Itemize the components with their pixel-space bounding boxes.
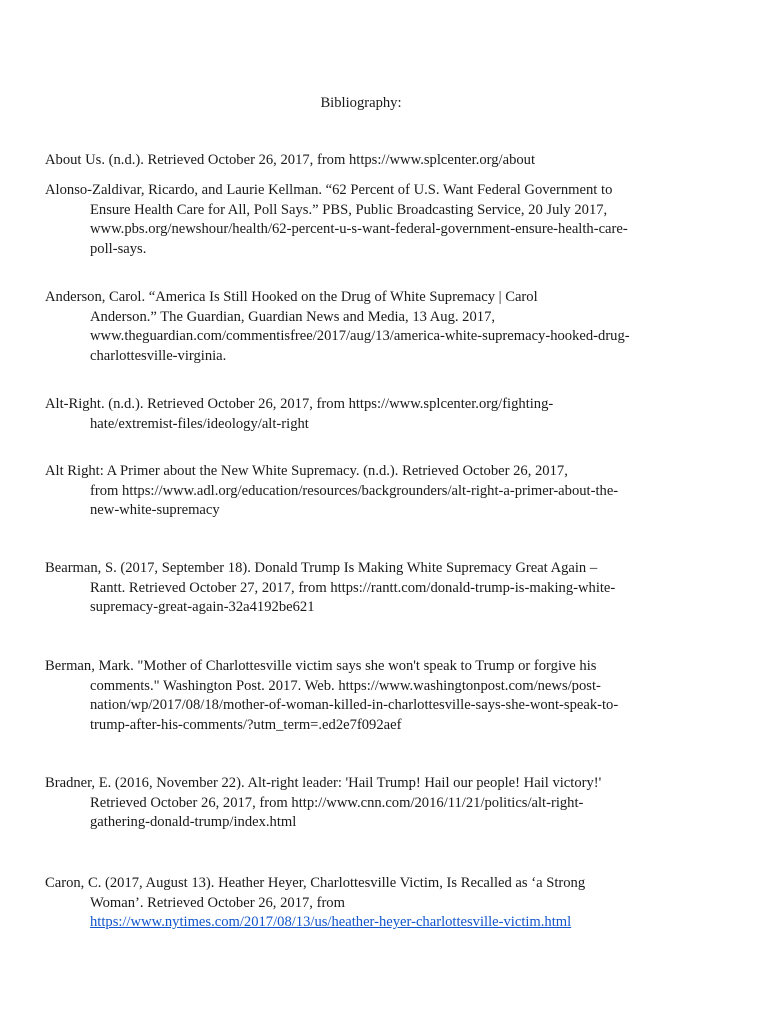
entry-line: Anderson, Carol. “America Is Still Hooked on the Drug of White Supremacy | Carol <box>45 289 538 305</box>
entry-line: charlottesville-virginia. <box>90 347 227 364</box>
bibliography-entry-alt-right <box>45 395 685 434</box>
bibliography-entry-about-us <box>45 151 685 171</box>
bibliography-entry-bradner <box>45 774 685 833</box>
bibliography-entry-anderson <box>45 288 685 366</box>
entry-line: www.pbs.org/newshour/health/62-percent-u-s-want-federal-government-ensure-health-care- <box>90 221 628 237</box>
entry-line: from https://www.adl.org/education/resources/backgrounders/alt-right-a-primer-about-the- <box>90 482 619 499</box>
entry-line: About Us. (n.d.). Retrieved October 26, 2017, from https://www.splcenter.org/about <box>45 152 536 168</box>
entry-line: www.theguardian.com/commentisfree/2017/aug/13/america-white-supremacy-hooked-drug- <box>90 328 630 344</box>
entry-line: supremacy-great-again-32a4192be621 <box>90 599 315 615</box>
bibliography-entry-alonso-zaldivar <box>45 181 685 259</box>
bibliography-entry-berman <box>45 657 685 735</box>
entry-line: comments." Washington Post. 2017. Web. https://www.washingtonpost.com/news/post- <box>90 677 601 694</box>
entry-line: Rantt. Retrieved October 27, 2017, from https://rantt.com/donald-trump-is-making-white- <box>90 579 616 596</box>
entry-line: Ensure Health Care for All, Poll Says.” PBS, Public Broadcasting Service, 20 July 2017, <box>90 201 608 218</box>
bibliography-entry-caron <box>45 874 685 933</box>
entry-line: new-white-supremacy <box>90 502 220 518</box>
entry-line-link <box>45 913 685 933</box>
entry-line: Woman’. Retrieved October 26, 2017, from <box>90 894 345 911</box>
bibliography-entry-alt-right-primer <box>45 462 685 521</box>
entry-line: gathering-donald-trump/index.html <box>90 814 297 830</box>
page-title: Bibliography: <box>320 95 402 111</box>
entry-line: Alt-Right. (n.d.). Retrieved October 26, 2017, from https://www.splcenter.org/fighting- <box>45 396 554 412</box>
entry-line: Bradner, E. (2016, November 22). Alt-right leader: 'Hail Trump! Hail our people! Hail victory!' <box>45 775 602 791</box>
entry-line: Alt Right: A Primer about the New White Supremacy. (n.d.). Retrieved October 26, 2017, <box>45 463 568 479</box>
nytimes-link[interactable]: https://www.nytimes.com/2017/08/13/us/heather-heyer-charlottesville-victim.html <box>90 914 572 930</box>
entry-line: Bearman, S. (2017, September 18). Donald Trump Is Making White Supremacy Great Again – <box>45 560 598 576</box>
entry-line: Caron, C. (2017, August 13). Heather Heyer, Charlottesville Victim, Is Recalled as ‘a Strong <box>45 875 586 891</box>
entry-line: Anderson.” The Guardian, Guardian News and Media, 13 Aug. 2017, <box>90 308 496 325</box>
entry-line: poll-says. <box>90 240 147 257</box>
entry-line: trump-after-his-comments/?utm_term=.ed2e7f092aef <box>90 716 402 733</box>
entry-line: Retrieved October 26, 2017, from http://www.cnn.com/2016/11/21/politics/alt-right- <box>90 794 584 811</box>
bibliography-entry-bearman <box>45 559 685 618</box>
entry-line: hate/extremist-files/ideology/alt-right <box>90 415 309 432</box>
entry-line: Berman, Mark. "Mother of Charlottesville victim says she won't speak to Trump or forgive his <box>45 658 597 674</box>
entry-line: Alonso-Zaldivar, Ricardo, and Laurie Kellman. “62 Percent of U.S. Want Federal Government to <box>45 182 613 198</box>
entry-line: nation/wp/2017/08/18/mother-of-woman-killed-in-charlottesville-says-she-wont-speak-to- <box>90 697 619 713</box>
